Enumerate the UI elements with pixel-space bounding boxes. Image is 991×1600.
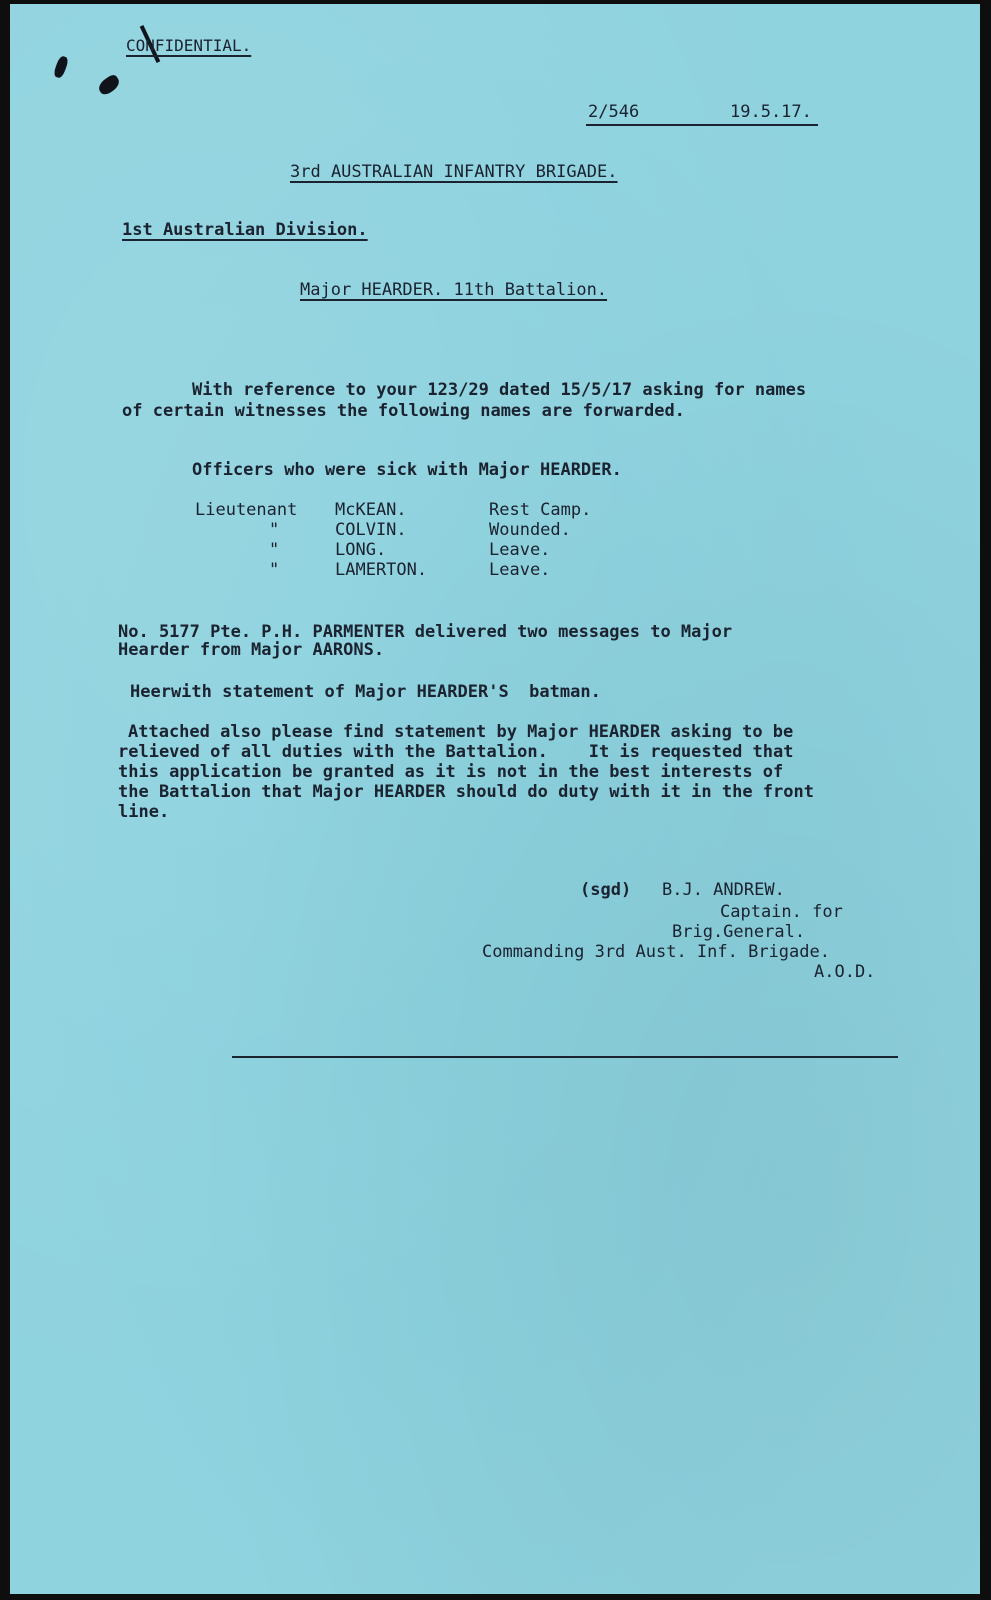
officer-status: Wounded. (489, 520, 571, 540)
officer-rank: " (269, 540, 280, 560)
signature-rank: Captain. for (720, 902, 843, 922)
table-row (195, 560, 675, 580)
intro-line-1: With reference to your 123/29 dated 15/5/17 asking for names (192, 380, 807, 400)
signature-name: B.J. ANDREW. (662, 880, 785, 900)
ink-blot (53, 55, 70, 79)
officer-rank: Lieutenant (195, 500, 298, 520)
officer-status: Rest Camp. (489, 500, 592, 520)
document-date: 19.5.17. (730, 102, 812, 122)
closing-rule (232, 1056, 898, 1058)
attached-line-5: line. (118, 802, 170, 822)
document-sheet (10, 4, 980, 1594)
officer-name: LAMERTON. (335, 560, 428, 580)
officer-rank: " (269, 520, 280, 540)
attached-line-3: this application be granted as it is not in the best interests of (118, 762, 784, 782)
table-row (195, 500, 675, 520)
signature-unit: A.O.D. (814, 962, 876, 982)
officer-status: Leave. (489, 540, 551, 560)
signature-for-rank: Brig.General. (672, 922, 806, 942)
batman-line: Heerwith statement of Major HEARDER'S batman. (130, 682, 601, 702)
attached-line-4: the Battalion that Major HEARDER should do duty with it in the front (118, 782, 814, 802)
officer-name: McKEAN. (335, 500, 407, 520)
signature-command: Commanding 3rd Aust. Inf. Brigade. (482, 942, 830, 962)
parmenter-line-2: Hearder from Major AARONS. (118, 640, 385, 660)
header-underline (586, 124, 818, 126)
officer-status: Leave. (489, 560, 551, 580)
officers-heading: Officers who were sick with Major HEARDER. (192, 460, 622, 480)
table-row (195, 520, 675, 540)
parmenter-line-1: No. 5177 Pte. P.H. PARMENTER delivered two messages to Major (118, 622, 733, 642)
officer-name: COLVIN. (335, 520, 407, 540)
classification-label: CONFIDENTIAL. (126, 36, 252, 55)
to-unit: 1st Australian Division. (122, 220, 368, 240)
from-unit: 3rd AUSTRALIAN INFANTRY BRIGADE. (290, 162, 618, 182)
officer-rank: " (269, 560, 280, 580)
attached-line-1: Attached also please find statement by Major HEARDER asking to be (128, 722, 794, 742)
attached-line-2: relieved of all duties with the Battalion. It is requested that (118, 742, 794, 762)
intro-line-2: of certain witnesses the following names are forwarded. (122, 401, 685, 421)
table-row (195, 540, 675, 560)
signature-sgd: (sgd) (580, 880, 632, 900)
reference-number: 2/546 (588, 102, 640, 122)
ink-blot (96, 73, 122, 97)
officer-name: LONG. (335, 540, 387, 560)
subject-line: Major HEARDER. 11th Battalion. (300, 280, 608, 300)
